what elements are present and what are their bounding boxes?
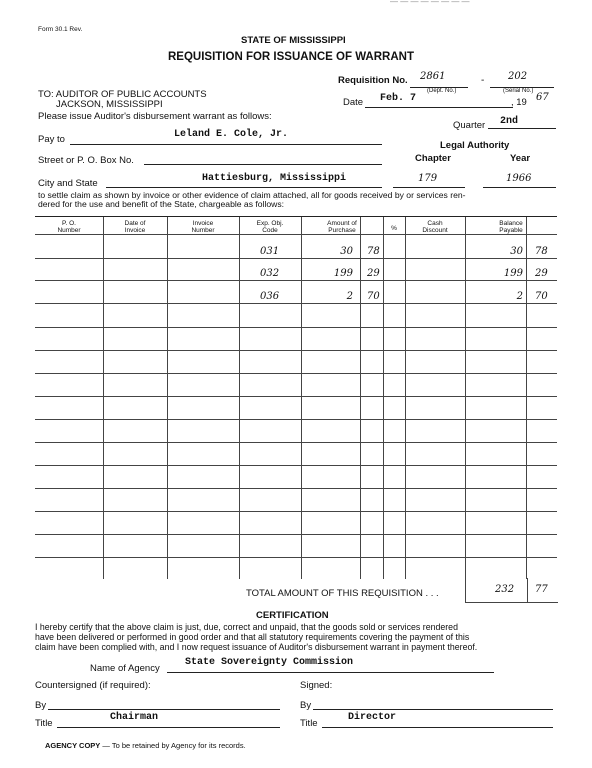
col-amount-1: Amount of	[327, 220, 357, 227]
footer-rest: — To be retained by Agency for its records.	[102, 741, 246, 750]
quarter-label: Quarter	[453, 120, 486, 131]
total-dollars: 232	[495, 584, 515, 595]
row1-amount-cents: 78	[367, 246, 380, 257]
to-line-1: TO: AUDITOR OF PUBLIC ACCOUNTS	[38, 89, 207, 100]
col-date-2: Invoice	[124, 227, 146, 234]
street-label: Street or P. O. Box No.	[38, 155, 134, 166]
row3-balance-cents: 70	[535, 291, 548, 302]
col-date-1: Date of	[124, 220, 146, 227]
title-label-right: Title	[300, 718, 318, 729]
col-discount-2: Discount	[422, 227, 448, 234]
doc-title: REQUISITION FOR ISSUANCE OF WARRANT	[168, 51, 414, 63]
certification-line-1: I hereby certify that the above claim is just, due, correct and unpaid, that the goods sold or services rendered	[35, 622, 458, 632]
row3-amount-dollars: 2	[346, 291, 353, 302]
certification-line-2: have been delivered or performed in good order and that all statutory requirements covering the payment of this	[35, 632, 470, 642]
col-percent: %	[391, 225, 397, 232]
city-value: Hattiesburg, Mississippi	[202, 173, 347, 184]
col-code-1: Exp. Obj.	[256, 220, 284, 227]
col-amount-2: Purchase	[328, 227, 356, 234]
row1-code: 031	[260, 246, 280, 257]
title-label-left: Title	[35, 718, 53, 729]
col-code-2: Code	[262, 227, 278, 234]
chapter-label: Chapter	[415, 153, 451, 164]
certification-line-3: claim have been complied with, and I now request issuance of Auditor's disbursement warrant in payment thereof.	[35, 642, 478, 652]
row2-amount-cents: 29	[367, 268, 380, 279]
total-label: TOTAL AMOUNT OF THIS REQUISITION . . .	[246, 588, 439, 599]
top-right-mark: — — — — — — — —	[390, 0, 470, 6]
row1-balance-cents: 78	[535, 246, 548, 257]
req-dash: -	[481, 75, 485, 86]
dept-no: 2861	[420, 71, 446, 82]
settle-text-1: to settle claim as shown by invoice or other evidence of claim attached, all for goods received by or services ren-	[38, 190, 466, 200]
col-balance-1: Balance	[499, 220, 523, 227]
pay-to-value: Leland E. Cole, Jr.	[174, 129, 289, 140]
total-cents: 77	[535, 584, 548, 595]
row1-balance-dollars: 30	[510, 246, 523, 257]
year-label: Year	[510, 153, 531, 164]
row2-balance-cents: 29	[535, 268, 548, 279]
form-number: Form 30.1 Rev.	[38, 26, 83, 33]
state-title: STATE OF MISSISSIPPI	[241, 35, 346, 46]
date-value: Feb. 7	[380, 93, 417, 104]
row3-amount-cents: 70	[367, 291, 380, 302]
col-invoice-1: Invoice	[192, 220, 214, 227]
chapter-value: 179	[418, 173, 438, 184]
row2-code: 032	[260, 268, 280, 279]
agency-label: Name of Agency	[90, 663, 160, 674]
serial-caption: (Serial No.)	[503, 88, 534, 94]
row3-code: 036	[260, 291, 280, 302]
footer-note	[45, 741, 246, 750]
date-year-prefix: , 19	[511, 97, 527, 108]
row2-balance-dollars: 199	[503, 268, 523, 279]
col-discount-1: Cash	[427, 220, 443, 227]
by-label-left: By	[35, 700, 47, 711]
by-label-right: By	[300, 700, 312, 711]
dept-caption: (Dept. No.)	[427, 88, 457, 94]
row3-balance-dollars: 2	[516, 291, 523, 302]
right-title-value: Director	[348, 712, 397, 723]
row2-amount-dollars: 199	[333, 268, 353, 279]
to-line-2: JACKSON, MISSISSIPPI	[56, 99, 163, 110]
settle-text-2: dered for the use and benefit of the State, chargeable as follows:	[38, 199, 285, 209]
agency-value: State Sovereignty Commission	[185, 657, 354, 668]
claims-table	[35, 216, 557, 579]
date-label: Date	[343, 97, 364, 108]
row1-amount-dollars: 30	[340, 246, 353, 257]
date-year-suffix: 67	[536, 92, 549, 103]
col-po-1: P. O.	[62, 220, 76, 227]
serial-no: 202	[508, 71, 528, 82]
col-balance-2: Payable	[499, 227, 523, 234]
quarter-value: 2nd	[500, 116, 519, 127]
certification-title: CERTIFICATION	[256, 610, 329, 621]
col-invoice-2: Number	[191, 227, 215, 234]
requisition-label: Requisition No.	[338, 75, 408, 86]
footer-agency-copy: AGENCY COPY	[45, 741, 101, 750]
instruction: Please issue Auditor's disbursement warrant as follows:	[38, 111, 272, 122]
left-title-value: Chairman	[110, 712, 159, 723]
city-label: City and State	[38, 178, 98, 189]
pay-to-label: Pay to	[38, 134, 65, 145]
countersigned-label: Countersigned (if required):	[35, 680, 151, 691]
col-po-2: Number	[57, 227, 81, 234]
year-value: 1966	[506, 173, 532, 184]
signed-label: Signed:	[300, 680, 333, 691]
legal-authority-label: Legal Authority	[440, 140, 510, 151]
